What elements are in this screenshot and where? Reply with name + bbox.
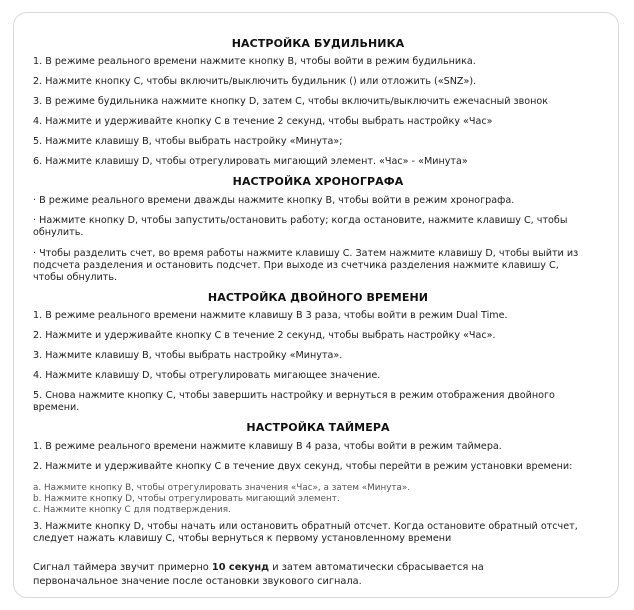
alarm-step-2: 2. Нажмите кнопку С, чтобы включить/выключить будильник () или отложить («SNZ»).: [33, 76, 477, 87]
alarm-step-1: 1. В режиме реального времени нажмите кнопку В, чтобы войти в режим будильника.: [33, 56, 476, 67]
dual-step-5: 5. Снова нажмите кнопку С, чтобы завершить настройку и вернуться в режим отображения двойного: [33, 390, 555, 401]
timer-step-3: 3. Нажмите кнопку D, чтобы начать или остановить обратный отсчет. Когда остановите обратный отсчет,: [33, 521, 578, 532]
timer-step-2: 2. Нажмите и удерживайте кнопку С в течение двух секунд, чтобы перейти в режим установки времени:: [33, 461, 573, 472]
dual-step-5-cont: времени.: [33, 402, 80, 413]
chrono-heading: НАСТРОЙКА ХРОНОГРАФА: [232, 175, 404, 188]
timer-heading: НАСТРОЙКА ТАЙМЕРА: [246, 421, 390, 434]
timer-substep-c: с. Нажмите кнопку С для подтверждения.: [33, 505, 231, 515]
dual-step-3: 3. Нажмите клавишу В, чтобы выбрать настройку «Минута».: [33, 350, 343, 361]
timer-step-3-cont: следует нажать клавишу С, чтобы вернуться к первому установленному времени: [33, 533, 452, 544]
alarm-step-4: 4. Нажмите и удерживайте кнопку С в течение 2 секунд, чтобы выбрать настройку «Час»: [33, 116, 493, 127]
chrono-step-2: · Нажмите кнопку D, чтобы запустить/остановить работу; когда остановите, нажмите клавишу С, чтобы: [33, 215, 568, 226]
timer-note-pre: Сигнал таймера звучит примерно: [33, 562, 212, 573]
alarm-step-5: 5. Нажмите клавишу В, чтобы выбрать настройку «Минута»;: [33, 136, 343, 147]
dual-step-2: 2. Нажмите и удерживайте кнопку С в течение 2 секунд, чтобы выбрать настройку «Час».: [33, 330, 496, 341]
instruction-card: [13, 12, 619, 598]
timer-substep-b: b. Нажмите кнопку D, чтобы отрегулировать мигающий элемент.: [33, 494, 340, 504]
timer-note: [33, 561, 484, 574]
dual-heading: НАСТРОЙКА ДВОЙНОГО ВРЕМЕНИ: [207, 291, 429, 304]
chrono-step-2-cont: обнулить.: [33, 227, 84, 238]
alarm-step-6: 6. Нажмите клавишу D, чтобы отрегулировать мигающий элемент. «Час» - «Минута»: [33, 156, 468, 167]
alarm-step-3: 3. В режиме будильника нажмите кнопку D, затем С, чтобы включить/выключить ежечасный звонок: [33, 96, 549, 107]
timer-note-line2: первоначальное значение после остановки звукового сигнала.: [33, 576, 362, 587]
timer-substep-a: а. Нажмите кнопку В, чтобы отрегулировать значения «Час», а затем «Минута».: [33, 483, 411, 493]
dual-step-4: 4. Нажмите клавишу D, чтобы отрегулировать мигающее значение.: [33, 370, 381, 381]
chrono-step-3: · Чтобы разделить счет, во время работы нажмите клавишу С. Затем нажмите клавишу D, чтобы выйти из: [33, 248, 579, 259]
alarm-heading: НАСТРОЙКА БУДИЛЬНИКА: [231, 37, 405, 50]
timer-step-1: 1. В режиме реального времени нажмите клавишу В 4 раза, чтобы войти в режим таймера.: [33, 441, 502, 452]
chrono-step-1: · В режиме реального времени дважды нажмите кнопку В, чтобы войти в режим хронографа.: [33, 195, 515, 206]
chrono-step-3-cont: подсчета разделения и остановить подсчет. При выходе из счетчика разделения нажмите клавишу С,: [33, 260, 559, 271]
dual-step-1: 1. В режиме реального времени нажмите клавишу В 3 раза, чтобы войти в режим Dual Time.: [33, 310, 508, 321]
chrono-step-3-cont2: чтобы обнулить.: [33, 272, 118, 283]
timer-note-bold: 10 секунд: [211, 562, 270, 573]
timer-note-post: и затем автоматически сбрасывается на: [269, 562, 484, 573]
